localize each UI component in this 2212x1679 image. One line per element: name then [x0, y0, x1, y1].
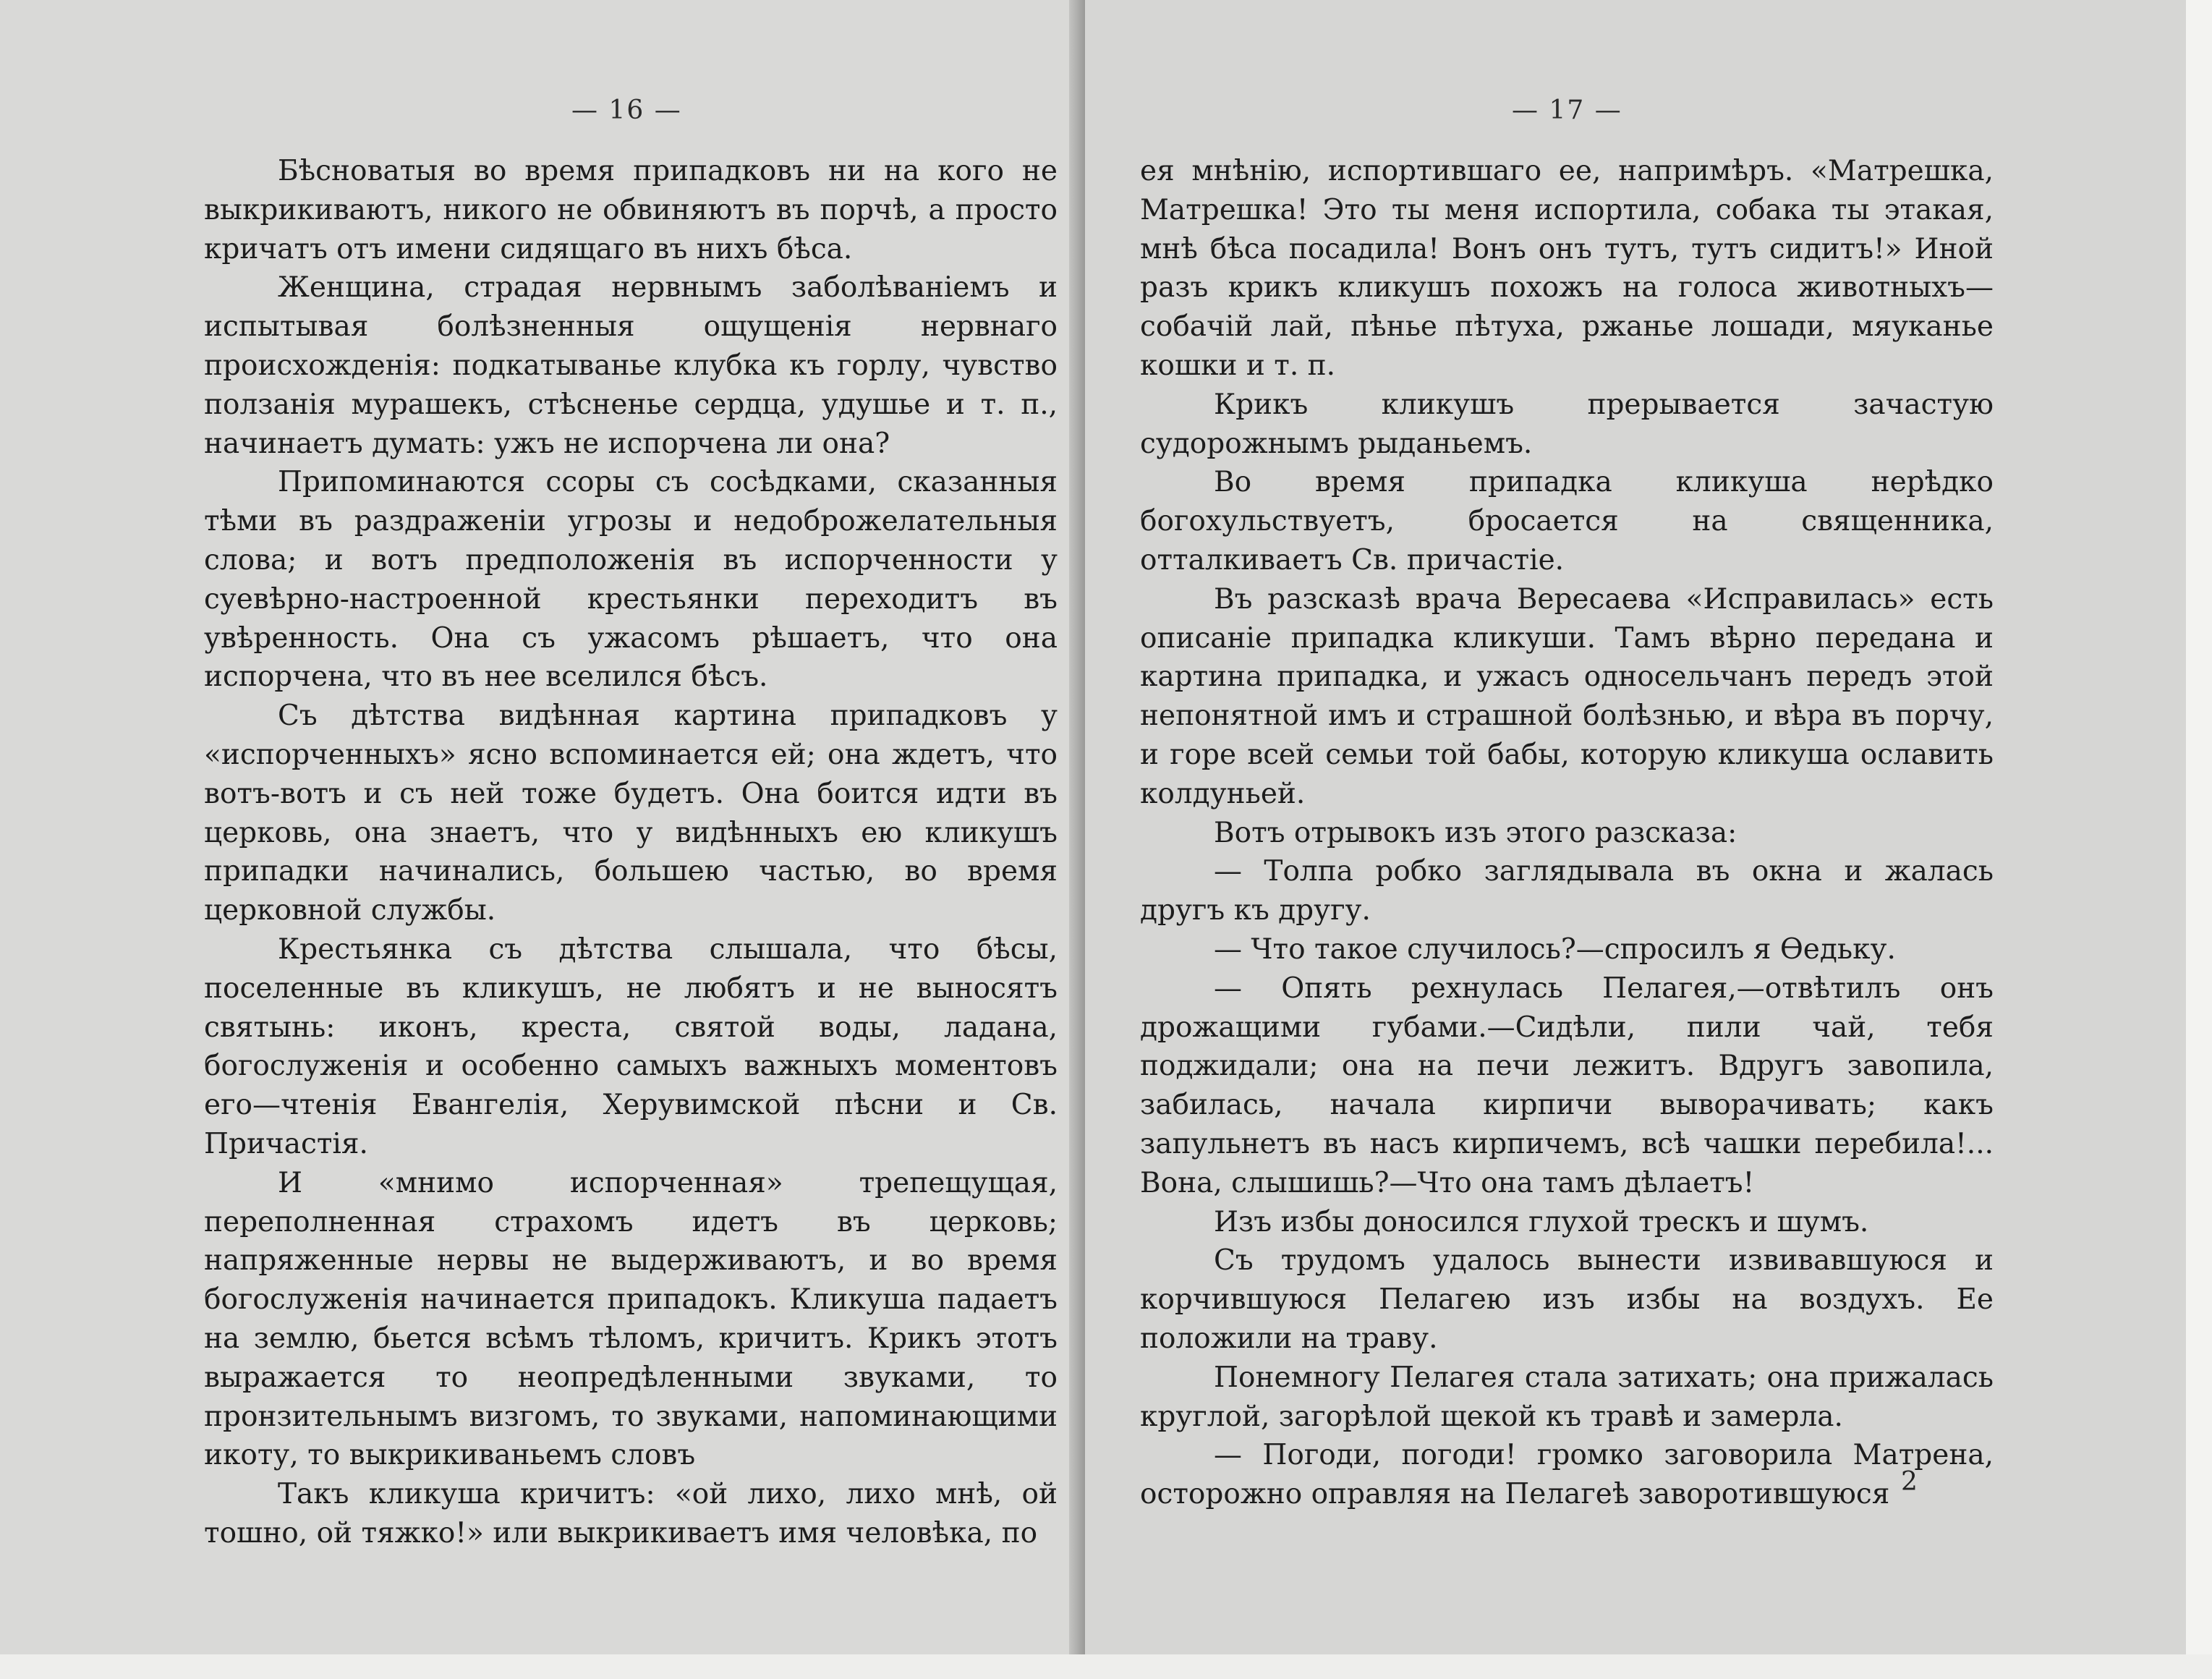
paragraph: — Опять рехнулась Пелагея,—отвѣтилъ онъ дрожащими губами.—Сидѣли, пили чай, тебя поджидали; она на печи лежитъ. Вдругъ завопила, забилась, начала кирпичи выворачивать; какъ запульнетъ въ насъ кирпичемъ, всѣ чашки перебила!... Вона, слышишь?—Что она тамъ дѣлаетъ! [1140, 972, 1994, 1199]
scan-margin-right [2186, 0, 2212, 1679]
paragraph: Съ трудомъ удалось вынести извивавшуюся и корчившуюся Пелагею изъ избы на воздухъ. Ее положили на траву. [1140, 1244, 1994, 1355]
left-page [0, 0, 1085, 1679]
paragraph: Понемногу Пелагея стала затихать; она прижалась круглой, загорѣлой щекой къ травѣ и замерла. [1140, 1361, 1994, 1433]
left-page-text [204, 152, 1058, 1553]
right-page-text [1140, 152, 1994, 1514]
page-number-right: — 17 — [1512, 95, 1622, 125]
paragraph: Бѣсноватыя во время припадковъ ни на кого не выкрикиваютъ, никого не обвиняютъ въ порчѣ, а просто кричатъ отъ имени сидящаго въ нихъ бѣса. [204, 155, 1058, 265]
paragraph: Припоминаются ссоры съ сосѣдками, сказанныя тѣми въ раздраженіи угрозы и недоброжелательныя слова; и вотъ предположенія въ испорченности у суевѣрно-настроенной крестьянки переходитъ въ увѣренность. Она съ ужасомъ рѣшаетъ, что она испорчена, что въ нее вселился бѣсъ. [204, 466, 1058, 694]
right-page [1085, 0, 2212, 1679]
paragraph: Съ дѣтства видѣнная картина припадковъ у «испорченныхъ» ясно вспоминается ей; она ждетъ, что вотъ-вотъ и съ ней тоже будетъ. Она боится идти въ церковь, она знаетъ, что у видѣнныхъ ею кликушъ припадки начинались, большею частью, во время церковной службы. [204, 700, 1058, 927]
printer-signature-mark: 2 [1901, 1467, 1918, 1497]
paragraph: Вотъ отрывокъ изъ этого разсказа: [1214, 816, 1737, 849]
paragraph: Женщина, страдая нервнымъ заболѣваніемъ и испытывая болѣзненныя ощущенія нервнаго происхожденія: подкатыванье клубка къ горлу, чувство ползанія мурашекъ, стѣсненье сердца, удушье и т. п., начинаетъ думать: ужъ не испорчена ли она? [204, 271, 1058, 460]
paragraph: Во время припадка кликуша нерѣдко богохульствуетъ, бросается на священника, отталкиваетъ Св. причастіе. [1140, 466, 1994, 577]
paragraph: Крестьянка съ дѣтства слышала, что бѣсы, поселенные въ кликушъ, не любятъ и не выносятъ святынь: иконъ, креста, святой воды, ладана, богослуженія и особенно самыхъ важныхъ моментовъ его—чтенія Евангелія, Херувимской пѣсни и Св. Причастія. [204, 932, 1058, 1160]
page-number-left: — 16 — [571, 95, 682, 125]
paragraph: — Погоди, погоди! громко заговорила Матрена, осторожно оправляя на Пелагеѣ заворотившуюся [1140, 1439, 1994, 1511]
paragraph: ея мнѣнію, испортившаго ее, напримѣръ. «Матрешка, Матрешка! Это ты меня испортила, собака ты этакая, мнѣ бѣса посадила! Вонъ онъ тутъ, тутъ сидитъ!» Иной разъ крикъ кликушъ похожъ на голоса животныхъ—собачій лай, пѣнье пѣтуха, ржанье лошади, мяуканье кошки и т. п. [1140, 155, 1994, 382]
paragraph: Въ разсказѣ врача Вересаева «Исправилась» есть описаніе припадка кликуши. Тамъ вѣрно передана и картина припадка, и ужасъ односельчанъ передъ этой непонятной имъ и страшной болѣзнью, и вѣра въ порчу, и горе всей семьи той бабы, которую кликуша ославить колдуньей. [1140, 582, 1994, 810]
paragraph: Такъ кликуша кричитъ: «ой лихо, лихо мнѣ, ой тошно, ой тяжко!» или выкрикиваетъ имя человѣка, по [204, 1478, 1058, 1550]
paragraph: И «мнимо испорченная» трепещущая, переполненная страхомъ идетъ въ церковь; напряженные нервы не выдерживаютъ, и во время богослуженія начинается припадокъ. Кликуша падаетъ на землю, бьется всѣмъ тѣломъ, кричитъ. Крикъ этотъ выражается то неопредѣленными звуками, то пронзительнымъ визгомъ, то звуками, напоминающими икоту, то выкрикиваньемъ словъ [204, 1166, 1058, 1472]
paragraph: — Толпа робко заглядывала въ окна и жалась другъ къ другу. [1140, 855, 1994, 927]
paragraph: Изъ избы доносился глухой трескъ и шумъ. [1214, 1205, 1869, 1238]
scan-margin-bottom [0, 1654, 2212, 1679]
paragraph: — Что такое случилось?—спросилъ я Өедьку. [1214, 932, 1896, 966]
paragraph: Крикъ кликушъ прерывается зачастую судорожнымъ рыданьемъ. [1140, 388, 1994, 460]
